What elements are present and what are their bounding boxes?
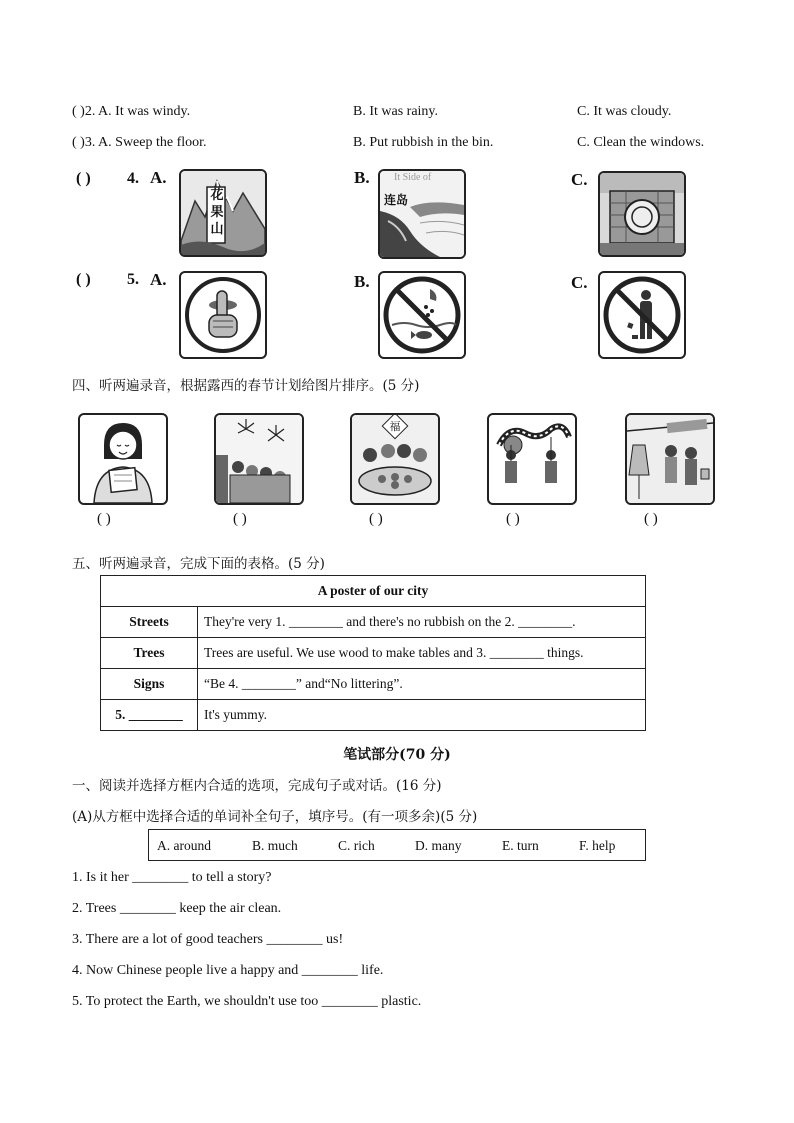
word-option-e: E. turn (502, 838, 539, 853)
section4-heading: 四、听两遍录音，根据露西的春节计划给图片排序。(5 分) (72, 378, 420, 394)
mountain-picture (179, 169, 267, 257)
word-option-a: A. around (157, 838, 211, 853)
huaguoshan-sign: 花 果 山 (210, 188, 224, 237)
sentence-2: 2. Trees ________ keep the air clean. (72, 901, 282, 916)
sentence-4: 4. Now Chinese people live a happy and ________ life. (72, 963, 384, 978)
q4-option-c-label: C. (571, 170, 588, 189)
order-paren-4[interactable]: ( ) (506, 511, 520, 527)
row-label-streets: Streets (101, 607, 198, 638)
faint-sign-text: It Side of (394, 172, 432, 183)
q5-option-c-label: C. (571, 273, 588, 292)
word-option-f: F. help (579, 838, 616, 853)
section5-heading: 五、听两遍录音，完成下面的表格。(5 分) (72, 556, 325, 572)
row-text-5: It's yummy. (198, 700, 646, 731)
word-option-b: B. much (252, 838, 298, 853)
row-label-signs: Signs (101, 669, 198, 700)
order-paren-1[interactable]: ( ) (97, 511, 111, 527)
poster-table (100, 575, 646, 731)
island-picture (378, 169, 466, 259)
order-paren-5[interactable]: ( ) (644, 511, 658, 527)
dragon-dance-picture (487, 413, 577, 505)
row-label-trees: Trees (101, 638, 198, 669)
stone-gate-picture (598, 171, 686, 257)
row-label-5: 5. ________ (101, 700, 198, 731)
partA-heading: (A)从方框中选择合适的单词补全句子，填序号。(有一项多余)(5 分) (72, 809, 478, 825)
fireworks-family-picture (214, 413, 304, 505)
order-paren-2[interactable]: ( ) (233, 511, 247, 527)
row-text-signs: “Be 4. ________” and“No littering”. (198, 669, 646, 700)
q5-option-b-label: B. (354, 272, 370, 291)
q5-option-a-label: A. (150, 270, 167, 289)
row-text-streets: They're very 1. ________ and there's no rubbish on the 2. ________. (198, 607, 646, 638)
word-option-c: C. rich (338, 838, 375, 853)
keep-quiet-sign (179, 271, 267, 359)
no-littering-sign (598, 271, 686, 359)
q3-option-c: C. Clean the windows. (577, 135, 705, 150)
q3-label: ( )3. A. Sweep the floor. (72, 135, 207, 150)
no-throwing-in-water-sign (378, 271, 466, 359)
shopping-picture (625, 413, 715, 505)
fu-character: 福 (389, 420, 401, 433)
q4-number: 4. (127, 170, 139, 187)
sentence-1: 1. Is it her ________ to tell a story? (72, 870, 272, 885)
row-text-trees: Trees are useful. We use wood to make tables and 3. ________ things. (198, 638, 646, 669)
order-paren-3[interactable]: ( ) (369, 511, 383, 527)
q4-option-b-label: B. (354, 168, 370, 187)
poster-title: A poster of our city (101, 576, 646, 607)
word-option-d: D. many (415, 838, 462, 853)
sentence-3: 3. There are a lot of good teachers ________ us! (72, 932, 344, 947)
q2-label: ( )2. A. It was windy. (72, 104, 191, 119)
q2-option-c: C. It was cloudy. (577, 104, 672, 119)
q4-option-a-label: A. (150, 168, 167, 187)
q3-option-b: B. Put rubbish in the bin. (353, 135, 494, 150)
q5-number: 5. (127, 271, 139, 288)
liandao-label: 连岛 (384, 193, 409, 207)
family-dinner-picture (350, 413, 440, 505)
q4-paren: ( ) (76, 170, 91, 187)
written-section-title: 笔试部分(70 分) (343, 747, 451, 763)
part1-heading: 一、阅读并选择方框内合适的选项，完成句子或对话。(16 分) (72, 778, 442, 794)
girl-reading-card-picture (78, 413, 168, 505)
q5-paren: ( ) (76, 271, 91, 288)
word-options-box (148, 829, 646, 861)
sentence-5: 5. To protect the Earth, we shouldn't use too ________ plastic. (72, 994, 422, 1009)
q2-option-b: B. It was rainy. (353, 104, 439, 119)
